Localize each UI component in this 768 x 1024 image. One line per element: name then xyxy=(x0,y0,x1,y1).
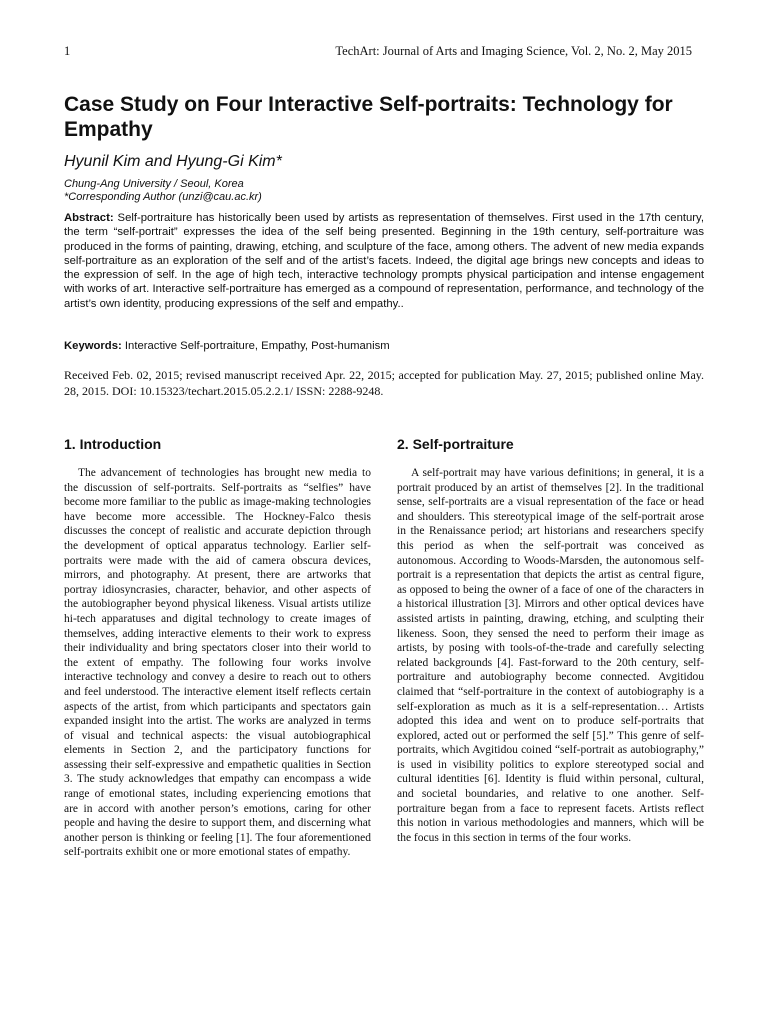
self-portraiture-text: A self-portrait may have various definitions; in general, it is a portrait produced by an artist of themselves [2]. In the traditional sense, self-portraits are a visual representation of the face or head and shoulders. This stereotypical image of the self-portrait arose in the Renaissance period; art historians and researchers specify this period as when the self-portrait was conceived as autonomous. According to Woods-Marsden, the autonomous self-portrait is a representation that depicts the artist as central figure, as opposed to being the owner of a face of one of the characters in a historical illustration [3]. Mirrors and other optical devices have assisted artists in painting, drawing, etching, and sculpting their likeness. Soon, they sensed the need to perform their image as artists, by posing with tools-of-the-trade and carefully selecting related backgrounds [4]. Fast-forward to the 20th century, self-portraiture and autobiography become connected. Avgitidou claimed that “self-portraiture in the context of autobiography is a self-exploration as much as it is a self-representation… Artists adopted this idea and went on to produce self-portraits that explored, acted out or performed the self [5].” This genre of self-portraits, which Avgitidou coined “self-portrait as autobiography,” is used in visibility politics to explore stereotyped social and cultural identities [6]. Identity is fluid within personal, cultural, and societal boundaries, and relative to one another. Self-portraiture began from a face to represent facets. Artists reflect this notion in various methodologies and manners, which will be the focus in this section in terms of the four works. xyxy=(397,467,704,844)
introduction-text: The advancement of technologies has brought new media to the discussion of self-portraits. Self-portraits as “selfies” have become more familiar to the public as image-making technologies have become more accessible. The Hockney-Falco thesis discusses the concept of realistic and accurate depiction through the development of optical apparatus technology. Earlier self-portraits were made with the aid of camera obscura devices, mirrors, and photography. At present, there are artworks that portray idiosyncrasies, character, behavior, and other aspects of the autobiographer beyond physical likeness. Visual artists utilize hi-tech apparatuses and digital technology to create images of themselves, adding interactive elements to their work to express their individuality and bring spectators closer into their world to the extent of empathy. The following four works involve interactive technology and convey a desire to reach out to others and feel understood. The interactive element itself reflects certain aspects of the artist, from which participants and spectators gain expanded insight into the artist. The works are analyzed in terms of visual and technical aspects: the visual autobiographical elements in Section 2, and the participatory functions for assessing their self-expressive and empathetic qualities in Section 3. The study acknowledges that empathy can encompass a wide range of emotional states, including experiencing emotions that are in accord with another person’s emotions, caring for other people and having the desire to support them, and discerning what another person is thinking or feeling [1]. The four aforementioned self-portraits exhibit one or more emotional states of empathy. xyxy=(64,467,371,859)
publication-history: Received Feb. 02, 2015; revised manuscript received Apr. 22, 2015; accepted for publication May. 27, 2015; published online May. 28, 2015. DOI: 10.15323/techart.2015.05.2.2.1/ ISSN: 2288-9248. xyxy=(64,368,704,398)
abstract xyxy=(64,211,704,311)
paper-title: Case Study on Four Interactive Self-portraits: Technology for Empathy xyxy=(64,93,673,141)
keywords xyxy=(64,340,704,352)
author-list: Hyunil Kim and Hyung-Gi Kim* xyxy=(64,153,282,170)
affiliation-block xyxy=(64,178,262,204)
corresponding-author: *Corresponding Author (unzi@cau.ac.kr) xyxy=(64,191,262,203)
affiliation: Chung-Ang University / Seoul, Korea xyxy=(64,178,244,190)
abstract-text: Self-portraiture has historically been used by artists as representation of themselves. First used in the 17th century, the term “self-portrait” expresses the idea of the self being presented. Beginning in the 19th century, self-portraiture was produced in the forms of painting, drawing, etching, and sculpture of the face, among others. The advent of new media expands self-portraiture as an exploration of the self and of the artist’s facets. Indeed, the digital age brings new concepts and ideas to the expression of self. In the age of high tech, interactive technology prompts physical participation and intense engagement with works of art. Interactive self-portraiture has emerged as a compound of representation, performance, and technology of the artist’s own identity, producing expressions of the self and empathy.. xyxy=(64,212,704,310)
section-heading-introduction: 1. Introduction xyxy=(64,436,162,452)
running-header: TechArt: Journal of Arts and Imaging Science, Vol. 2, No. 2, May 2015 xyxy=(335,44,692,58)
keywords-label: Keywords: xyxy=(64,340,122,352)
section-heading-self-portraiture: 2. Self-portraiture xyxy=(397,436,514,452)
page-number: 1 xyxy=(64,44,71,58)
keywords-text: Interactive Self-portraiture, Empathy, Post-humanism xyxy=(124,340,390,352)
abstract-label: Abstract: xyxy=(64,212,114,224)
